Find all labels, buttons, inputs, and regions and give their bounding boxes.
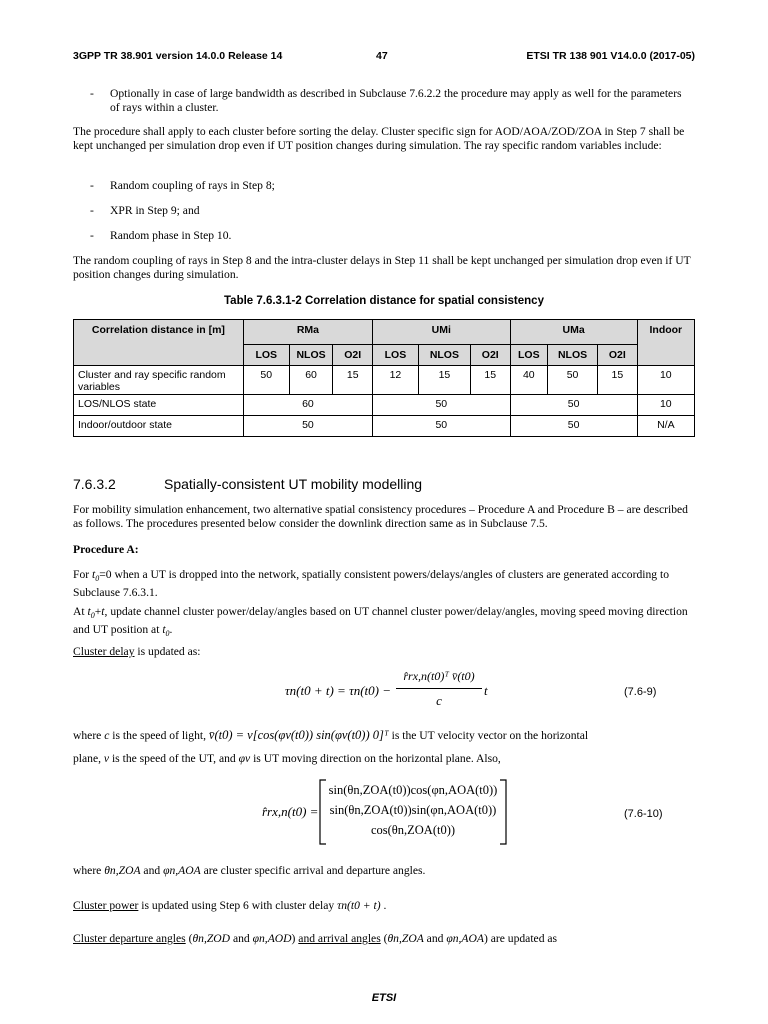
eq-769-numerator: r̂rx,n(t0)ᵀ v̄(t0)	[403, 669, 475, 683]
ray-bullet: XPR in Step 9; and	[110, 204, 200, 217]
eq-7610-row1: sin(θn,ZOA(t0))cos(φn,AOA(t0))	[328, 783, 498, 797]
table-cell: 10	[637, 366, 694, 395]
section-title: Spatially-consistent UT mobility modelling	[164, 476, 423, 492]
text-run: where	[73, 864, 105, 877]
where-theta-line	[73, 864, 693, 878]
ray-bullet: Random coupling of rays in Step 8;	[110, 179, 275, 192]
var-phi-aoa: φn,AOA	[163, 864, 201, 877]
table-cell: 50	[510, 416, 637, 437]
fraction-bar	[396, 688, 482, 689]
var-theta-zoa: θn,ZOA	[104, 864, 141, 877]
table-subheader: O2I	[470, 345, 510, 366]
subscript: 0	[165, 629, 170, 639]
table-row	[74, 366, 695, 395]
cluster-power-line	[73, 899, 693, 913]
var-phi-aod: φn,AOD	[252, 932, 292, 945]
header-page-number: 47	[376, 50, 388, 62]
var-v: v	[103, 752, 110, 765]
table-cell: 12	[373, 366, 419, 395]
table-cell: 10	[637, 395, 694, 416]
procedure-a-heading: Procedure A:	[73, 543, 139, 556]
text-run: )	[291, 932, 299, 945]
cluster-power-label: Cluster power	[73, 899, 139, 912]
text-run: and	[423, 932, 447, 945]
text-run: is the speed of light,	[109, 729, 209, 742]
bullet-marker: -	[90, 87, 94, 100]
table-cell: 50	[373, 416, 511, 437]
table-cell: 15	[418, 366, 470, 395]
text-run: where	[73, 729, 105, 742]
text-run: are cluster specific arrival and departure angles.	[200, 864, 426, 877]
table-cell: 60	[289, 366, 333, 395]
table-cell: 15	[598, 366, 638, 395]
ray-bullet: Random phase in Step 10.	[110, 229, 232, 242]
table-title: Table 7.6.3.1-2 Correlation distance for spatial consistency	[224, 295, 544, 307]
text-run: .	[169, 623, 173, 637]
table-cell: 50	[243, 366, 289, 395]
tau-expr: τn(t0 + t)	[337, 899, 381, 912]
var-theta-zod: θn,ZOD	[192, 932, 231, 945]
text-run: +	[94, 605, 102, 618]
section-number: 7.6.3.2	[73, 476, 116, 492]
eq-769-lhs: τn(t0 + t) = τn(t0) −	[285, 683, 392, 698]
var-c: c	[104, 729, 110, 742]
text-run: ) are updated as	[483, 932, 558, 945]
table-group-header: Indoor	[637, 320, 694, 366]
intro-bullet-text: Optionally in case of large bandwidth as described in Subclause 7.6.2.2 the procedure may apply as well for the parameters of rays within a cluster.	[110, 87, 682, 115]
eq-7610-row2: sin(θn,ZOA(t0))sin(φn,AOA(t0))	[329, 803, 497, 817]
cluster-angles-line	[73, 932, 713, 946]
bullet-marker: -	[90, 179, 94, 192]
table-cell: 50	[510, 395, 637, 416]
update-paragraph	[73, 605, 693, 641]
text-run: (	[380, 932, 388, 945]
table-row	[74, 395, 695, 416]
table-cell: 60	[243, 395, 372, 416]
text-run: At	[73, 605, 88, 618]
eq-7610-row3: cos(θn,ZOA(t0))	[370, 823, 456, 837]
t0-paragraph	[73, 568, 693, 600]
text-run: and	[230, 932, 253, 945]
table-row-label: Indoor/outdoor state	[74, 416, 244, 437]
text-run: is the UT velocity vector on the horizontal	[388, 729, 589, 742]
where-c-line	[73, 728, 713, 743]
table-cell: 50	[243, 416, 372, 437]
text-run: is updated using Step 6 with cluster delay	[138, 899, 338, 912]
mobility-paragraph: For mobility simulation enhancement, two alternative spatial consistency procedures – Procedure A and Procedure B – are described as follows. The procedures presented below consider the downlink direction same as in Subclause 7.5.	[73, 503, 688, 531]
var-phi-v: φv	[238, 752, 251, 765]
bullet-marker: -	[90, 229, 94, 242]
eq-7610-lhs: r̂rx,n(t0) =	[262, 804, 319, 819]
table-subheader: NLOS	[418, 345, 470, 366]
var-t: t	[162, 623, 166, 637]
table-subheader: LOS	[510, 345, 548, 366]
departure-angles-label: Cluster departure angles	[73, 932, 186, 945]
correlation-distance-table	[73, 319, 695, 437]
random-coupling-paragraph: The random coupling of rays in Step 8 and the intra-cluster delays in Step 11 shall be kept unchanged per simulation drop even if UT position changes during simulation.	[73, 254, 691, 282]
table-cell: 50	[548, 366, 598, 395]
table-subheader: O2I	[598, 345, 638, 366]
cluster-delay-label: Cluster delay	[73, 645, 135, 658]
header-left: 3GPP TR 38.901 version 14.0.0 Release 14	[73, 50, 283, 62]
subscript: 0	[90, 611, 95, 620]
table-cell: 15	[333, 366, 373, 395]
text-run: =0 when a UT is dropped into the network, spatially consistent powers/delays/angles of clusters are generated according to Subclause 7.6.3.1.	[73, 568, 669, 600]
table-subheader: NLOS	[548, 345, 598, 366]
var-t: t	[92, 568, 96, 581]
var-t: t	[87, 605, 91, 618]
text-run: is the speed of the UT, and	[109, 752, 239, 765]
var-t: t	[101, 605, 105, 618]
var-phi-aoa: φn,AOA	[446, 932, 484, 945]
table-row-label: Cluster and ray specific random variables	[74, 366, 244, 395]
cluster-delay-line	[73, 645, 693, 659]
text-run: (	[185, 932, 193, 945]
table-header-row	[74, 320, 695, 345]
table-row-label: LOS/NLOS state	[74, 395, 244, 416]
table-subheader: LOS	[243, 345, 289, 366]
table-group-header: UMi	[373, 320, 511, 345]
bullet-marker: -	[90, 204, 94, 217]
velocity-vector-expr: v̄(t0) = v[cos(φv(t0)) sin(φv(t0)) 0]ᵀ	[208, 728, 389, 742]
table-cell: N/A	[637, 416, 694, 437]
text-run: For	[73, 568, 93, 581]
table-cell: 40	[510, 366, 548, 395]
eq-769-trail: t	[484, 683, 488, 698]
table-group-header: UMa	[510, 320, 637, 345]
arrival-angles-label: and arrival angles	[298, 932, 381, 945]
subscript: 0	[95, 574, 100, 583]
table-group-header: RMa	[243, 320, 372, 345]
eq-769-number: (7.6-9)	[624, 686, 657, 698]
plane-line	[73, 752, 713, 766]
text-run: is updated as:	[134, 645, 201, 658]
table-cell: 50	[373, 395, 511, 416]
table-subheader: NLOS	[289, 345, 333, 366]
table-subheader: O2I	[333, 345, 373, 366]
text-run: is UT moving direction on the horizontal plane. Also,	[250, 752, 501, 765]
table-row	[74, 416, 695, 437]
var-theta-zoa: θn,ZOA	[387, 932, 424, 945]
eq-769-denominator: c	[436, 693, 442, 708]
footer-etsi: ETSI	[371, 992, 397, 1004]
text-run: and	[140, 864, 164, 877]
procedure-paragraph: The procedure shall apply to each cluster before sorting the delay. Cluster specific sign for AOD/AOA/ZOD/ZOA in Step 7 shall be kept unchanged per simulation drop even if UT position changes during simulation. The ray specific random variables include:	[73, 125, 685, 153]
eq-7610-number: (7.6-10)	[624, 808, 663, 820]
text-run: plane,	[73, 752, 104, 765]
table-subheader: LOS	[373, 345, 419, 366]
text-run: , update channel cluster power/delay/angles based on UT channel cluster power/delay/angles, moving speed moving direction and UT position at	[73, 605, 688, 637]
table-corner-header: Correlation distance in [m]	[74, 320, 244, 366]
header-right: ETSI TR 138 901 V14.0.0 (2017-05)	[526, 50, 695, 62]
text-run: .	[380, 899, 387, 912]
table-cell: 15	[470, 366, 510, 395]
